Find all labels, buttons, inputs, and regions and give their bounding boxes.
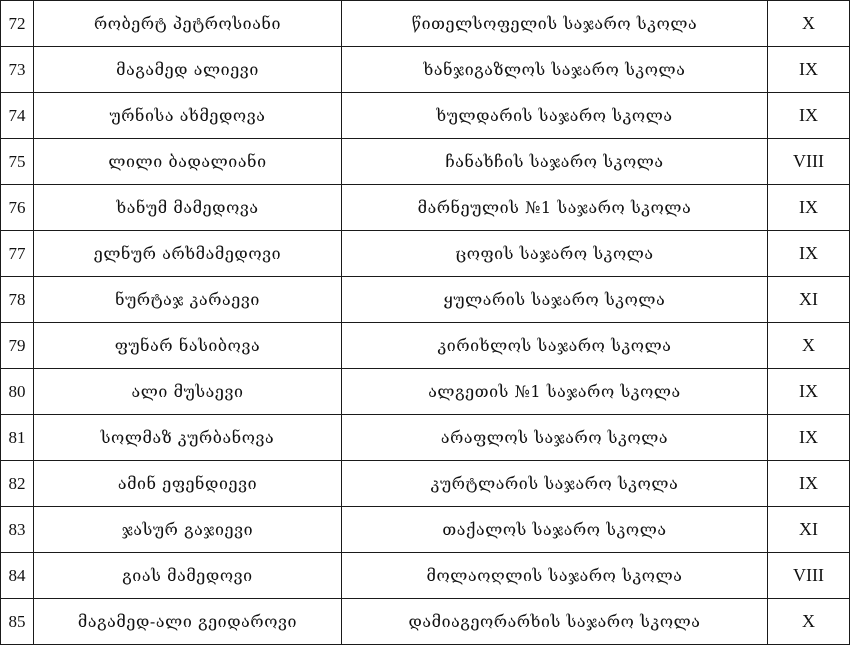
student-name: ჯასურ გაჯიევი — [34, 507, 342, 553]
row-number: 79 — [1, 323, 34, 369]
row-number: 78 — [1, 277, 34, 323]
school-name: მარნეულის №1 საჯარო სკოლა — [342, 185, 768, 231]
school-name: ალგეთის №1 საჯარო სკოლა — [342, 369, 768, 415]
table-row — [1, 1, 850, 47]
student-name: მაგამედ ალიევი — [34, 47, 342, 93]
school-name: კირიხლოს საჯარო სკოლა — [342, 323, 768, 369]
grade: IX — [768, 231, 850, 277]
school-name: არაფლოს საჯარო სკოლა — [342, 415, 768, 461]
student-name: ფუნარ ნასიბოვა — [34, 323, 342, 369]
table-row — [1, 185, 850, 231]
school-name: ცოფის საჯარო სკოლა — [342, 231, 768, 277]
school-name: თაქალოს საჯარო სკოლა — [342, 507, 768, 553]
row-number: 75 — [1, 139, 34, 185]
school-name: ხანჯიგაზლოს საჯარო სკოლა — [342, 47, 768, 93]
school-name: დამიაგეორარხის საჯარო სკოლა — [342, 599, 768, 645]
school-name: კურტლარის საჯარო სკოლა — [342, 461, 768, 507]
row-number: 73 — [1, 47, 34, 93]
grade: IX — [768, 185, 850, 231]
table-row — [1, 139, 850, 185]
student-name: ლილი ბადალიანი — [34, 139, 342, 185]
table-row — [1, 231, 850, 277]
student-name: ნურტაჯ კარაევი — [34, 277, 342, 323]
table-row — [1, 277, 850, 323]
student-name: მაგამედ-ალი გეიდაროვი — [34, 599, 342, 645]
row-number: 74 — [1, 93, 34, 139]
school-name: ხულდარის საჯარო სკოლა — [342, 93, 768, 139]
grade: VIII — [768, 139, 850, 185]
student-name: ურნისა ახმედოვა — [34, 93, 342, 139]
row-number: 81 — [1, 415, 34, 461]
school-name: წითელსოფელის საჯარო სკოლა — [342, 1, 768, 47]
row-number: 83 — [1, 507, 34, 553]
row-number: 85 — [1, 599, 34, 645]
row-number: 76 — [1, 185, 34, 231]
table-row — [1, 553, 850, 599]
student-name: ალი მუსაევი — [34, 369, 342, 415]
table-row — [1, 369, 850, 415]
school-name: ჩანახჩის საჯარო სკოლა — [342, 139, 768, 185]
student-name: სოლმაზ კურბანოვა — [34, 415, 342, 461]
grade: IX — [768, 47, 850, 93]
row-number: 82 — [1, 461, 34, 507]
grade: IX — [768, 415, 850, 461]
table-row — [1, 93, 850, 139]
table-row — [1, 323, 850, 369]
grade: X — [768, 323, 850, 369]
grade: XI — [768, 277, 850, 323]
table-row — [1, 507, 850, 553]
student-name: ელნურ არხმამედოვი — [34, 231, 342, 277]
row-number: 72 — [1, 1, 34, 47]
student-name: გიას მამედოვი — [34, 553, 342, 599]
grade: IX — [768, 369, 850, 415]
grade: IX — [768, 461, 850, 507]
table-row — [1, 415, 850, 461]
grade: VIII — [768, 553, 850, 599]
student-name: რობერტ პეტროსიანი — [34, 1, 342, 47]
grade: X — [768, 1, 850, 47]
row-number: 80 — [1, 369, 34, 415]
table-row — [1, 599, 850, 645]
student-name: ამინ ეფენდიევი — [34, 461, 342, 507]
table-row — [1, 461, 850, 507]
student-name: ხანუმ მამედოვა — [34, 185, 342, 231]
row-number: 84 — [1, 553, 34, 599]
school-name: მოლაოღლის საჯარო სკოლა — [342, 553, 768, 599]
grade: X — [768, 599, 850, 645]
row-number: 77 — [1, 231, 34, 277]
table-row — [1, 47, 850, 93]
grade: XI — [768, 507, 850, 553]
grade: IX — [768, 93, 850, 139]
school-name: ყულარის საჯარო სკოლა — [342, 277, 768, 323]
